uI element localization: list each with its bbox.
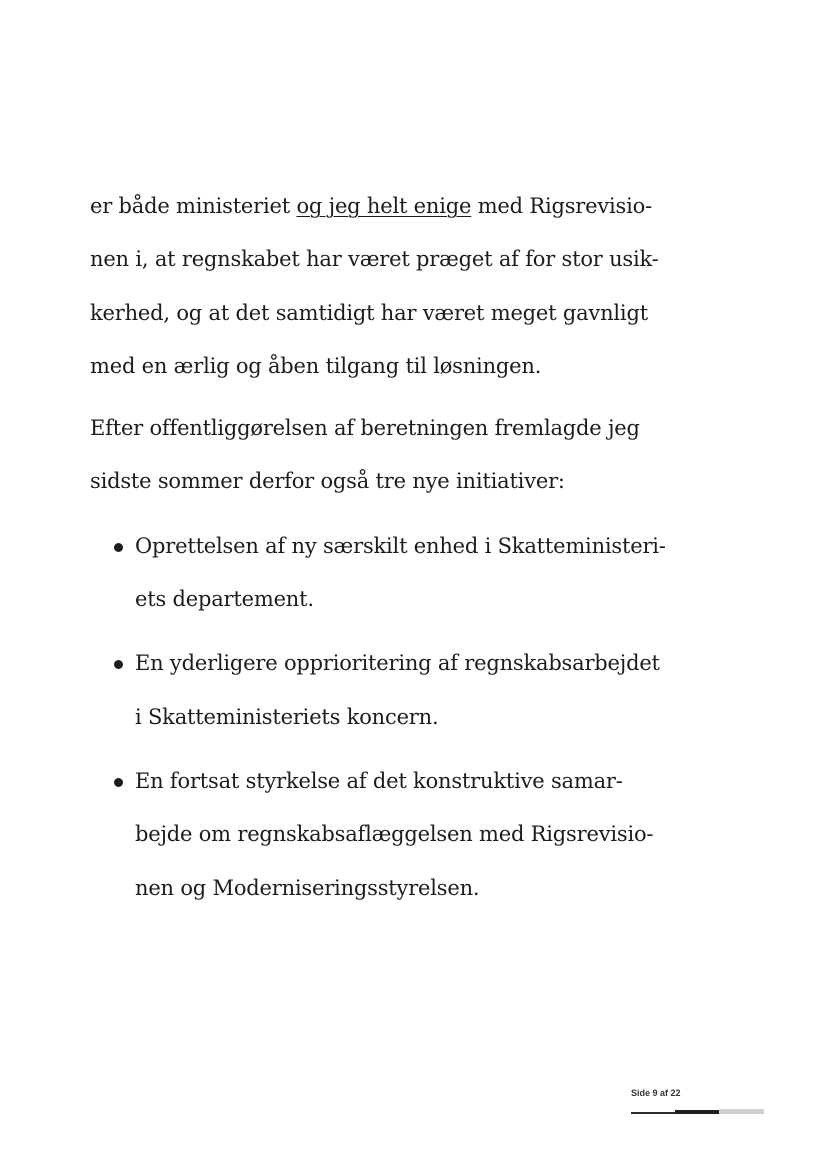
progress-segment <box>631 1112 675 1114</box>
paragraph-line: med en ærlig og åben tilgang til løsningen. <box>90 353 542 378</box>
paragraph-line: kerhed, og at det samtidigt har været meget gavnligt <box>90 300 648 325</box>
list-item-line: En fortsat styrkelse af det konstruktive samar- <box>135 768 623 793</box>
list-item <box>90 755 654 915</box>
bullet-icon <box>114 778 123 787</box>
paragraph-2 <box>90 402 640 509</box>
progress-segment <box>719 1109 764 1114</box>
list-item-line: i Skatteministeriets koncern. <box>135 704 439 729</box>
paragraph-line: Efter offentliggørelsen af beretningen fremlagde jeg <box>90 416 640 441</box>
list-item <box>90 520 666 627</box>
body-text <box>90 180 666 915</box>
text-run: med Rigsrevisio- <box>471 194 652 218</box>
paragraph-line: nen i, at regnskabet har været præget af for stor usik- <box>90 247 659 272</box>
text-run: er både ministeriet <box>90 194 297 218</box>
list-item-line: bejde om regnskabsaflæggelsen med Rigsrevisio- <box>135 822 654 847</box>
paragraph-1 <box>90 180 659 393</box>
paragraph-line: sidste sommer derfor også tre nye initiativer: <box>90 469 565 494</box>
page-number: Side 9 af 22 <box>631 1088 681 1098</box>
paragraph-spacer <box>90 393 610 402</box>
bullet-icon <box>114 543 123 552</box>
list-item <box>90 637 660 744</box>
list-item-line: En yderligere opprioritering af regnskabsarbejdet <box>135 651 660 676</box>
paragraph-line <box>90 180 652 233</box>
list-item-line: Oprettelsen af ny særskilt enhed i Skatteministeri- <box>135 533 666 558</box>
bullet-icon <box>114 660 123 669</box>
underlined-text: og jeg helt enige <box>296 194 472 218</box>
list-item-line: nen og Moderniseringsstyrelsen. <box>135 875 480 900</box>
progress-segment <box>675 1110 719 1114</box>
initiatives-list <box>90 520 666 915</box>
page-progress-bar <box>631 1109 764 1114</box>
list-item-line: ets departement. <box>135 587 314 612</box>
